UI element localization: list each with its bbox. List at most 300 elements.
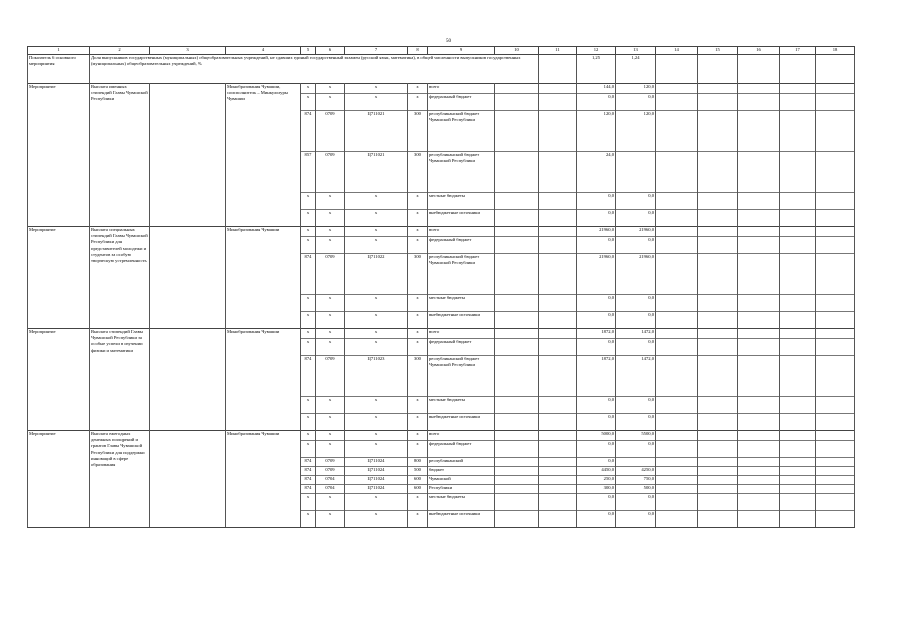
empty-cell	[539, 467, 577, 476]
column-number: 3	[150, 47, 226, 55]
value-col-13: 21960,0	[616, 254, 656, 295]
empty-cell	[539, 227, 577, 237]
target-article: x	[345, 511, 408, 528]
expense-type: 300	[408, 356, 428, 397]
empty-cell	[656, 339, 698, 356]
target-article: x	[345, 237, 408, 254]
empty-cell	[539, 84, 577, 94]
empty-cell	[698, 485, 738, 494]
empty-cell	[539, 210, 577, 227]
empty-cell	[780, 356, 816, 397]
funding-source: внебюджетные источники	[428, 414, 495, 431]
section-code: x	[316, 339, 345, 356]
value-col-12: 0,0	[577, 339, 616, 356]
expense-type: x	[408, 237, 428, 254]
target-article: x	[345, 312, 408, 329]
empty-cell	[539, 441, 577, 458]
empty-cell	[698, 339, 738, 356]
empty-cell	[780, 84, 816, 94]
empty-cell	[780, 467, 816, 476]
event-type: Мероприятие	[28, 84, 90, 227]
value-col-13: 4250,0	[616, 467, 656, 476]
value-col-12: 1872,0	[577, 356, 616, 397]
column-number: 12	[577, 47, 616, 55]
target-article: Ц711024	[345, 485, 408, 494]
empty-cell	[738, 441, 780, 458]
column-number: 14	[656, 47, 698, 55]
empty-cell	[539, 431, 577, 441]
empty-cell	[738, 485, 780, 494]
target-article: x	[345, 210, 408, 227]
section-code: x	[316, 193, 345, 210]
section-code: x	[316, 329, 345, 339]
grbs-code: x	[301, 295, 316, 312]
empty-cell	[780, 441, 816, 458]
empty-cell	[738, 431, 780, 441]
section-code: 0704	[316, 476, 345, 485]
empty-cell	[780, 312, 816, 329]
value-col-12: 0,0	[577, 414, 616, 431]
empty-cell	[656, 397, 698, 414]
empty-cell	[656, 84, 698, 94]
indicator-label: Показатель 6 основного мероприятия	[28, 55, 90, 84]
empty-cell	[698, 329, 738, 339]
empty-cell	[495, 494, 539, 511]
section-code: x	[316, 227, 345, 237]
section-code: x	[316, 237, 345, 254]
section-code: x	[316, 210, 345, 227]
grbs-code: x	[301, 227, 316, 237]
empty-cell	[698, 431, 738, 441]
empty-cell	[539, 94, 577, 111]
empty-cell	[816, 485, 855, 494]
empty-cell	[539, 295, 577, 312]
grbs-code: x	[301, 339, 316, 356]
funding-source: федеральный бюджет	[428, 441, 495, 458]
empty-cell	[816, 458, 855, 467]
section-code: x	[316, 431, 345, 441]
funding-source: внебюджетные источники	[428, 312, 495, 329]
column-number: 6	[316, 47, 345, 55]
grbs-code: 874	[301, 111, 316, 152]
empty-cell	[780, 414, 816, 431]
target-article: x	[345, 339, 408, 356]
grbs-code: 874	[301, 458, 316, 467]
grbs-code: 874	[301, 485, 316, 494]
empty-cell	[816, 329, 855, 339]
column-number: 13	[616, 47, 656, 55]
empty-cell	[698, 111, 738, 152]
empty-cell	[780, 458, 816, 467]
empty-cell	[656, 356, 698, 397]
grbs-code: x	[301, 414, 316, 431]
column-number: 5	[301, 47, 316, 55]
expense-type: x	[408, 84, 428, 94]
funding-row	[28, 329, 855, 339]
column-number: 17	[780, 47, 816, 55]
empty-cell	[738, 414, 780, 431]
empty-cell	[816, 94, 855, 111]
empty-cell	[738, 397, 780, 414]
empty-cell	[738, 254, 780, 295]
empty-cell	[780, 494, 816, 511]
empty-cell	[780, 227, 816, 237]
empty-cell	[738, 494, 780, 511]
empty-cell	[495, 227, 539, 237]
empty-cell	[698, 193, 738, 210]
event-type: Мероприятие	[28, 431, 90, 528]
column-number: 7	[345, 47, 408, 55]
target-article: Ц711024	[345, 467, 408, 476]
empty-cell	[738, 193, 780, 210]
empty-cell	[816, 476, 855, 485]
empty-cell	[539, 312, 577, 329]
empty-cell	[656, 111, 698, 152]
empty-cell	[780, 485, 816, 494]
empty-cell	[150, 329, 226, 431]
target-article: Ц711022	[345, 254, 408, 295]
grbs-code: 874	[301, 467, 316, 476]
empty-cell	[656, 94, 698, 111]
empty-cell	[656, 511, 698, 528]
empty-cell	[738, 312, 780, 329]
empty-cell	[738, 227, 780, 237]
event-name: Выплата специальных стипендий Главы Чувашской Республики для представителей молодежи и студентов за особую творческую устремленность	[90, 227, 150, 329]
value-col-13: 0,0	[616, 494, 656, 511]
empty-cell	[698, 458, 738, 467]
empty-cell	[495, 152, 539, 193]
funding-source: республиканский	[428, 458, 495, 467]
empty-cell	[656, 485, 698, 494]
value-col-13: 0,0	[616, 237, 656, 254]
funding-row	[28, 227, 855, 237]
event-type: Мероприятие	[28, 329, 90, 431]
section-code: x	[316, 414, 345, 431]
event-executor: Минобразования Чувашии, соисполнитель – Минкультуры Чувашии	[226, 84, 301, 227]
empty-cell	[539, 152, 577, 193]
value-col-12: 21960,0	[577, 227, 616, 237]
empty-cell	[656, 295, 698, 312]
empty-cell	[539, 329, 577, 339]
empty-cell	[495, 339, 539, 356]
value-col-12: 0,0	[577, 210, 616, 227]
section-code: x	[316, 94, 345, 111]
event-name: Выплата ежегодных денежных поощрений и грантов Главы Чувашской Республики для поддержки инноваций в сфере образования	[90, 431, 150, 528]
funding-source: республиканский бюджет Чувашской Республики	[428, 356, 495, 397]
funding-source: всего	[428, 227, 495, 237]
empty-cell	[816, 339, 855, 356]
empty-cell	[150, 431, 226, 528]
target-article: Ц711023	[345, 356, 408, 397]
empty-cell	[495, 84, 539, 94]
target-indicator-row	[28, 55, 855, 84]
table-bottom-border	[28, 527, 855, 528]
funding-source: всего	[428, 329, 495, 339]
target-article: x	[345, 414, 408, 431]
target-article: x	[345, 94, 408, 111]
empty-cell	[539, 254, 577, 295]
target-article: x	[345, 329, 408, 339]
value-col-12: 5000,0	[577, 431, 616, 441]
section-code: x	[316, 511, 345, 528]
value-col-12: 0,0	[577, 312, 616, 329]
empty-cell	[698, 511, 738, 528]
expense-type: x	[408, 339, 428, 356]
value-col-13: 0,0	[616, 94, 656, 111]
value-col-12: 144,0	[577, 84, 616, 94]
value-col-12: 250,0	[577, 476, 616, 485]
funding-source: внебюджетные источники	[428, 210, 495, 227]
empty-cell	[150, 84, 226, 227]
value-col-13: 0,0	[616, 210, 656, 227]
empty-cell	[495, 467, 539, 476]
empty-cell	[495, 295, 539, 312]
empty-cell	[738, 458, 780, 467]
empty-cell	[738, 237, 780, 254]
empty-cell	[539, 511, 577, 528]
section-code: x	[316, 312, 345, 329]
empty-cell	[150, 227, 226, 329]
value-col-13: 1472,0	[616, 329, 656, 339]
empty-cell	[816, 254, 855, 295]
value-col-12: 0,0	[577, 295, 616, 312]
empty-cell	[738, 329, 780, 339]
empty-cell	[698, 295, 738, 312]
grbs-code: x	[301, 511, 316, 528]
expense-type: 600	[408, 485, 428, 494]
funding-source: внебюджетные источники	[428, 511, 495, 528]
empty-cell	[495, 441, 539, 458]
grbs-code: x	[301, 193, 316, 210]
column-number: 9	[428, 47, 495, 55]
empty-cell	[738, 210, 780, 227]
empty-cell	[656, 329, 698, 339]
value-col-12: 0,0	[577, 237, 616, 254]
value-col-13	[616, 152, 656, 193]
target-article: Ц711024	[345, 476, 408, 485]
empty-cell	[539, 237, 577, 254]
target-article: x	[345, 227, 408, 237]
empty-cell	[698, 312, 738, 329]
expense-type: 300	[408, 152, 428, 193]
value-col-13: 0,0	[616, 441, 656, 458]
section-code: 0709	[316, 458, 345, 467]
empty-cell	[698, 356, 738, 397]
event-type: Мероприятие	[28, 227, 90, 329]
indicator-value-12: 1,25	[577, 55, 616, 84]
value-col-12: 0,0	[577, 193, 616, 210]
grbs-code: x	[301, 431, 316, 441]
empty-cell	[656, 458, 698, 467]
empty-cell	[780, 339, 816, 356]
funding-source: федеральный бюджет	[428, 339, 495, 356]
empty-cell	[816, 237, 855, 254]
grbs-code: x	[301, 84, 316, 94]
column-number: 16	[738, 47, 780, 55]
event-executor: Минобразования Чувашии	[226, 431, 301, 528]
section-code: x	[316, 494, 345, 511]
empty-cell	[698, 210, 738, 227]
value-col-12: 0,0	[577, 94, 616, 111]
empty-cell	[738, 511, 780, 528]
value-col-12: 0,0	[577, 441, 616, 458]
empty-cell	[495, 485, 539, 494]
empty-cell	[816, 312, 855, 329]
funding-source: республиканский бюджет Чувашской Республики	[428, 254, 495, 295]
empty-cell	[656, 193, 698, 210]
value-col-12: 24,0	[577, 152, 616, 193]
empty-cell	[816, 152, 855, 193]
empty-cell	[738, 152, 780, 193]
empty-cell	[656, 431, 698, 441]
empty-cell	[656, 467, 698, 476]
empty-cell	[816, 193, 855, 210]
empty-cell	[816, 84, 855, 94]
empty-cell	[816, 210, 855, 227]
empty-cell	[780, 193, 816, 210]
indicator-value-13: 1,24	[616, 55, 656, 84]
target-article: Ц711024	[345, 458, 408, 467]
target-article: Ц711021	[345, 111, 408, 152]
empty-cell	[656, 227, 698, 237]
empty-cell	[738, 476, 780, 485]
value-col-13: 0,0	[616, 511, 656, 528]
value-col-13: 21960,0	[616, 227, 656, 237]
funding-source: всего	[428, 431, 495, 441]
column-number: 15	[698, 47, 738, 55]
section-code: x	[316, 295, 345, 312]
empty-cell	[816, 511, 855, 528]
empty-cell	[816, 414, 855, 431]
expense-type: x	[408, 193, 428, 210]
funding-source: местные бюджеты	[428, 193, 495, 210]
funding-source: республиканский бюджет Чувашской Республики	[428, 111, 495, 152]
target-article: Ц711021	[345, 152, 408, 193]
event-executor: Минобразования Чувашии	[226, 227, 301, 329]
grbs-code: 874	[301, 356, 316, 397]
column-number: 10	[495, 47, 539, 55]
funding-row	[28, 84, 855, 94]
empty-cell	[738, 467, 780, 476]
section-code: 0709	[316, 467, 345, 476]
empty-cell	[780, 397, 816, 414]
value-col-12: 4450,0	[577, 467, 616, 476]
target-article: x	[345, 494, 408, 511]
empty-cell	[780, 94, 816, 111]
empty-cell	[698, 227, 738, 237]
empty-cell	[780, 431, 816, 441]
empty-cell	[539, 458, 577, 467]
empty-cell	[816, 397, 855, 414]
empty-cell	[539, 414, 577, 431]
funding-source: Чувашской	[428, 476, 495, 485]
empty-cell	[816, 431, 855, 441]
empty-cell	[738, 94, 780, 111]
grbs-code: x	[301, 237, 316, 254]
empty-cell	[698, 94, 738, 111]
empty-cell	[656, 237, 698, 254]
empty-cell	[656, 494, 698, 511]
empty-cell	[495, 458, 539, 467]
empty-cell	[539, 476, 577, 485]
expense-type: x	[408, 511, 428, 528]
empty-cell	[738, 84, 780, 94]
funding-source: местные бюджеты	[428, 494, 495, 511]
empty-cell	[738, 295, 780, 312]
grbs-code: x	[301, 329, 316, 339]
grbs-code: 874	[301, 254, 316, 295]
column-number: 2	[90, 47, 150, 55]
expense-type: x	[408, 414, 428, 431]
budget-table	[27, 46, 855, 528]
empty-cell	[698, 476, 738, 485]
empty-cell	[816, 467, 855, 476]
expense-type: 300	[408, 111, 428, 152]
empty-cell	[698, 414, 738, 431]
value-col-13: 120,0	[616, 111, 656, 152]
empty-cell	[816, 295, 855, 312]
column-number: 18	[816, 47, 855, 55]
value-col-13: 0,0	[616, 414, 656, 431]
empty-cell	[816, 356, 855, 397]
empty-cell	[698, 254, 738, 295]
value-col-13: 0,0	[616, 339, 656, 356]
empty-cell	[656, 312, 698, 329]
grbs-code: x	[301, 94, 316, 111]
funding-source: федеральный бюджет	[428, 237, 495, 254]
empty-cell	[738, 339, 780, 356]
empty-cell	[656, 414, 698, 431]
funding-row	[28, 431, 855, 441]
value-col-12: 21960,0	[577, 254, 616, 295]
empty-cell	[495, 356, 539, 397]
section-code: 0709	[316, 152, 345, 193]
grbs-code: 857	[301, 152, 316, 193]
expense-type: x	[408, 329, 428, 339]
empty-cell	[698, 152, 738, 193]
target-article: x	[345, 295, 408, 312]
expense-type: x	[408, 494, 428, 511]
grbs-code: x	[301, 210, 316, 227]
empty-cell	[495, 111, 539, 152]
column-number: 11	[539, 47, 577, 55]
empty-cell	[539, 356, 577, 397]
funding-source: республиканский бюджет Чувашской Республики	[428, 152, 495, 193]
empty-cell	[780, 476, 816, 485]
empty-cell	[698, 84, 738, 94]
empty-cell	[816, 494, 855, 511]
section-code: 0709	[316, 254, 345, 295]
section-code: 0709	[316, 356, 345, 397]
empty-cell	[698, 237, 738, 254]
value-col-13: 750,0	[616, 476, 656, 485]
empty-cell	[698, 494, 738, 511]
empty-cell	[495, 254, 539, 295]
empty-cell	[539, 339, 577, 356]
value-col-13: 0,0	[616, 397, 656, 414]
expense-type: x	[408, 397, 428, 414]
empty-cell	[656, 476, 698, 485]
value-col-12: 1872,0	[577, 329, 616, 339]
value-col-13: 500,0	[616, 485, 656, 494]
expense-type: x	[408, 210, 428, 227]
indicator-text: Доля выпускников государственных (муниципальных) общеобразовательных учреждений, не сдавших единый государственный экзамен (русский язык, математика), в общей численности выпускников государственных (муниципальных) общеобразовательных учреждений, %	[90, 55, 539, 84]
funding-source: местные бюджеты	[428, 295, 495, 312]
funding-source: федеральный бюджет	[428, 94, 495, 111]
empty-cell	[495, 431, 539, 441]
empty-cell	[698, 441, 738, 458]
event-name: Выплата стипендий Главы Чувашской Республики за особые успехи в изучении физики и математики	[90, 329, 150, 431]
